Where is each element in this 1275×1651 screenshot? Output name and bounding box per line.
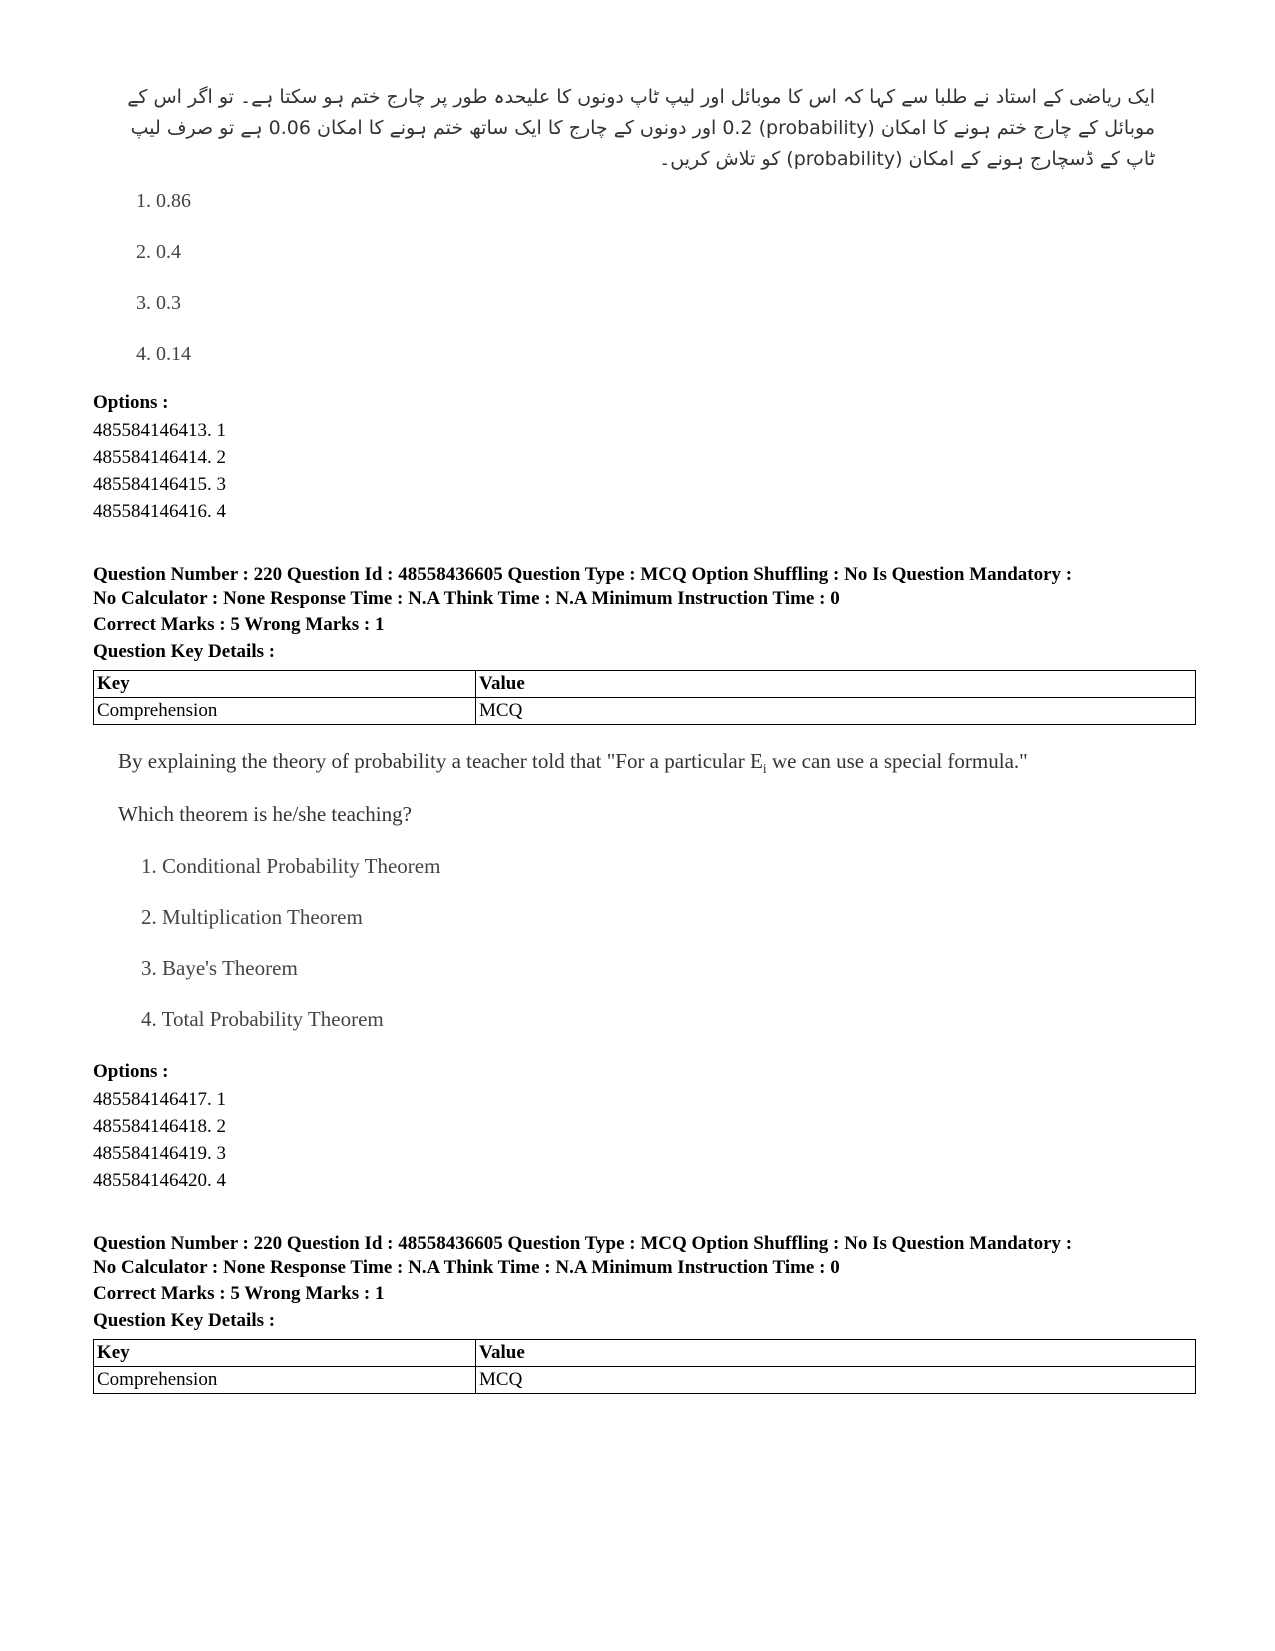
table-cell-value: MCQ (476, 698, 1196, 725)
q2-option-3: 485584146419. 3 (93, 1143, 226, 1164)
q2-key-details-label: Question Key Details : (93, 641, 276, 662)
table-header-row (94, 1340, 1196, 1367)
table-header-key: Key (94, 1340, 476, 1367)
table-header-value: Value (476, 1340, 1196, 1367)
table-row (94, 1367, 1196, 1394)
table-header-value: Value (476, 671, 1196, 698)
q2-question: Which theorem is he/she teaching? (118, 802, 412, 826)
q1-choice-2: 2. 0.4 (136, 241, 181, 263)
q3-key-table (93, 1339, 1196, 1394)
table-cell-key: Comprehension (94, 1367, 476, 1394)
q2-choice-4: 4. Total Probability Theorem (141, 1007, 384, 1031)
table-header-row (94, 671, 1196, 698)
q1-option-2: 485584146414. 2 (93, 447, 226, 468)
q2-stem-suffix: we can use a special formula." (766, 749, 1028, 773)
q2-meta-line-2: No Calculator : None Response Time : N.A Think Time : N.A Minimum Instruction Time : 0 (93, 588, 840, 609)
table-row (94, 698, 1196, 725)
q3-key-details-label: Question Key Details : (93, 1310, 276, 1331)
q2-key-table (93, 670, 1196, 725)
q2-marks: Correct Marks : 5 Wrong Marks : 1 (93, 614, 385, 635)
q1-option-1: 485584146413. 1 (93, 420, 226, 441)
q2-choice-2: 2. Multiplication Theorem (141, 905, 363, 929)
q2-choice-1: 1. Conditional Probability Theorem (141, 854, 441, 878)
q3-marks: Correct Marks : 5 Wrong Marks : 1 (93, 1283, 385, 1304)
table-cell-key: Comprehension (94, 698, 476, 725)
urdu-question-line-3: ٹاپ کے ڈسچارج ہونے کے امکان (probability) کو تلاش کریں۔ (659, 148, 1155, 170)
q2-option-1: 485584146417. 1 (93, 1089, 226, 1110)
q1-option-3: 485584146415. 3 (93, 474, 226, 495)
q2-stem-prefix: By explaining the theory of probability a teacher told that "For a particular E (118, 749, 763, 773)
urdu-question-line-1: ایک ریاضی کے استاد نے طلبا سے کہا کہ اس کا موبائل اور لیپ ٹاپ دونوں کا علیحدہ طور پر چارج ختم ہو سکتا ہے۔ تو اگر اس کے (127, 86, 1155, 108)
q1-choice-4: 4. 0.14 (136, 343, 191, 365)
q2-meta-line-1: Question Number : 220 Question Id : 48558436605 Question Type : MCQ Option Shuffling : No Is Question Mandatory : (93, 564, 1073, 585)
q2-option-2: 485584146418. 2 (93, 1116, 226, 1137)
q2-option-4: 485584146420. 4 (93, 1170, 226, 1191)
q3-meta-line-2: No Calculator : None Response Time : N.A Think Time : N.A Minimum Instruction Time : 0 (93, 1257, 840, 1278)
q1-choice-3: 3. 0.3 (136, 292, 181, 314)
table-header-key: Key (94, 671, 476, 698)
q2-stem (118, 749, 1028, 778)
urdu-question-line-2: موبائل کے چارج ختم ہونے کا امکان (probability) 0.2 اور دونوں کے چارج کا ایک ساتھ ختم ہونے کا امکان 0.06 ہے تو صرف لیپ (130, 117, 1155, 139)
q3-meta-line-1: Question Number : 220 Question Id : 48558436605 Question Type : MCQ Option Shuffling : No Is Question Mandatory : (93, 1233, 1073, 1254)
q1-choice-1: 1. 0.86 (136, 190, 191, 212)
q1-options-label: Options : (93, 392, 169, 413)
q2-stem-subscript: i (762, 762, 767, 778)
q1-option-4: 485584146416. 4 (93, 501, 226, 522)
table-cell-value: MCQ (476, 1367, 1196, 1394)
q2-choice-3: 3. Baye's Theorem (141, 956, 298, 980)
q2-options-label: Options : (93, 1061, 169, 1082)
q3-metadata (93, 1232, 1203, 1280)
q2-metadata (93, 563, 1203, 611)
